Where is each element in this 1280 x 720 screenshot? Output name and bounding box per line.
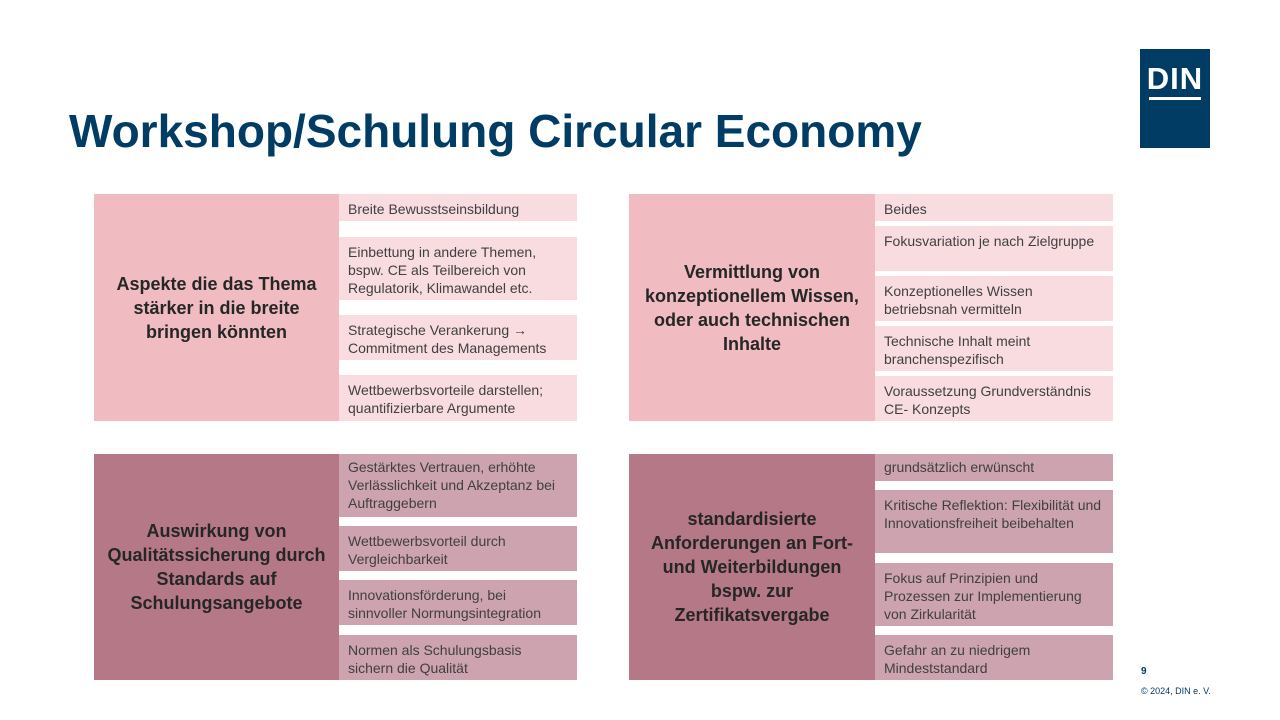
quadrant-2-heading: Vermittlung von konzeptionellem Wissen, oder auch technischen Inhalte (629, 194, 875, 421)
quadrant-3-item-2: Wettbewerbsvorteil durch Vergleichbarkeit (339, 526, 577, 571)
quadrant-4-item-2: Kritische Reflektion: Flexibilität und Innovationsfreiheit beibehalten (875, 490, 1113, 553)
quadrant-4-item-3: Fokus auf Prinzipien und Prozessen zur Implementierung von Zirkularität (875, 563, 1113, 626)
quadrant-2-item-3: Konzeptionelles Wissen betriebsnah vermitteln (875, 276, 1113, 321)
quadrant-1-item-2: Einbettung in andere Themen, bspw. CE als Teilbereich von Regulatorik, Klimawandel etc. (339, 237, 577, 300)
quadrant-2-item-2: Fokusvariation je nach Zielgruppe (875, 226, 1113, 271)
quadrant-3-heading: Auswirkung von Qualitätssicherung durch Standards auf Schulungsangebote (94, 454, 339, 680)
quadrant-1-item-4: Wettbewerbsvorteile darstellen; quantifizierbare Argumente (339, 375, 577, 421)
quadrant-4-item-1: grundsätzlich erwünscht (875, 454, 1113, 481)
copyright-notice: © 2024, DIN e. V. (1141, 686, 1211, 696)
page-number: 9 (1141, 666, 1147, 677)
quadrant-3-item-4: Normen als Schulungsbasis sichern die Qualität (339, 635, 577, 680)
quadrant-2-item-5: Voraussetzung Grundverständnis CE- Konzepts (875, 376, 1113, 421)
slide-title: Workshop/Schulung Circular Economy (69, 105, 922, 157)
quadrant-2-item-4: Technische Inhalt meint branchenspezifisch (875, 326, 1113, 371)
quadrant-4-heading: standardisierte Anforderungen an Fort- und Weiterbildungen bspw. zur Zertifikatsvergabe (629, 454, 875, 680)
quadrant-1-item-1: Breite Bewusstseinsbildung (339, 194, 577, 221)
din-logo-underline (1149, 97, 1201, 100)
quadrant-4-item-4: Gefahr an zu niedrigem Mindeststandard (875, 635, 1113, 680)
quadrant-3-item-3: Innovationsförderung, bei sinnvoller Normungsintegration (339, 580, 577, 625)
quadrant-1-item-3: Strategische Verankerung → Commitment des Managements (339, 315, 577, 360)
quadrant-2-item-1: Beides (875, 194, 1113, 221)
quadrant-3-item-1: Gestärktes Vertrauen, erhöhte Verlässlichkeit und Akzeptanz bei Auftraggebern (339, 454, 577, 517)
quadrant-1-heading: Aspekte die das Thema stärker in die breite bringen könnten (94, 194, 339, 421)
din-logo-text: DIN (1146, 61, 1204, 96)
din-logo (1140, 49, 1210, 148)
